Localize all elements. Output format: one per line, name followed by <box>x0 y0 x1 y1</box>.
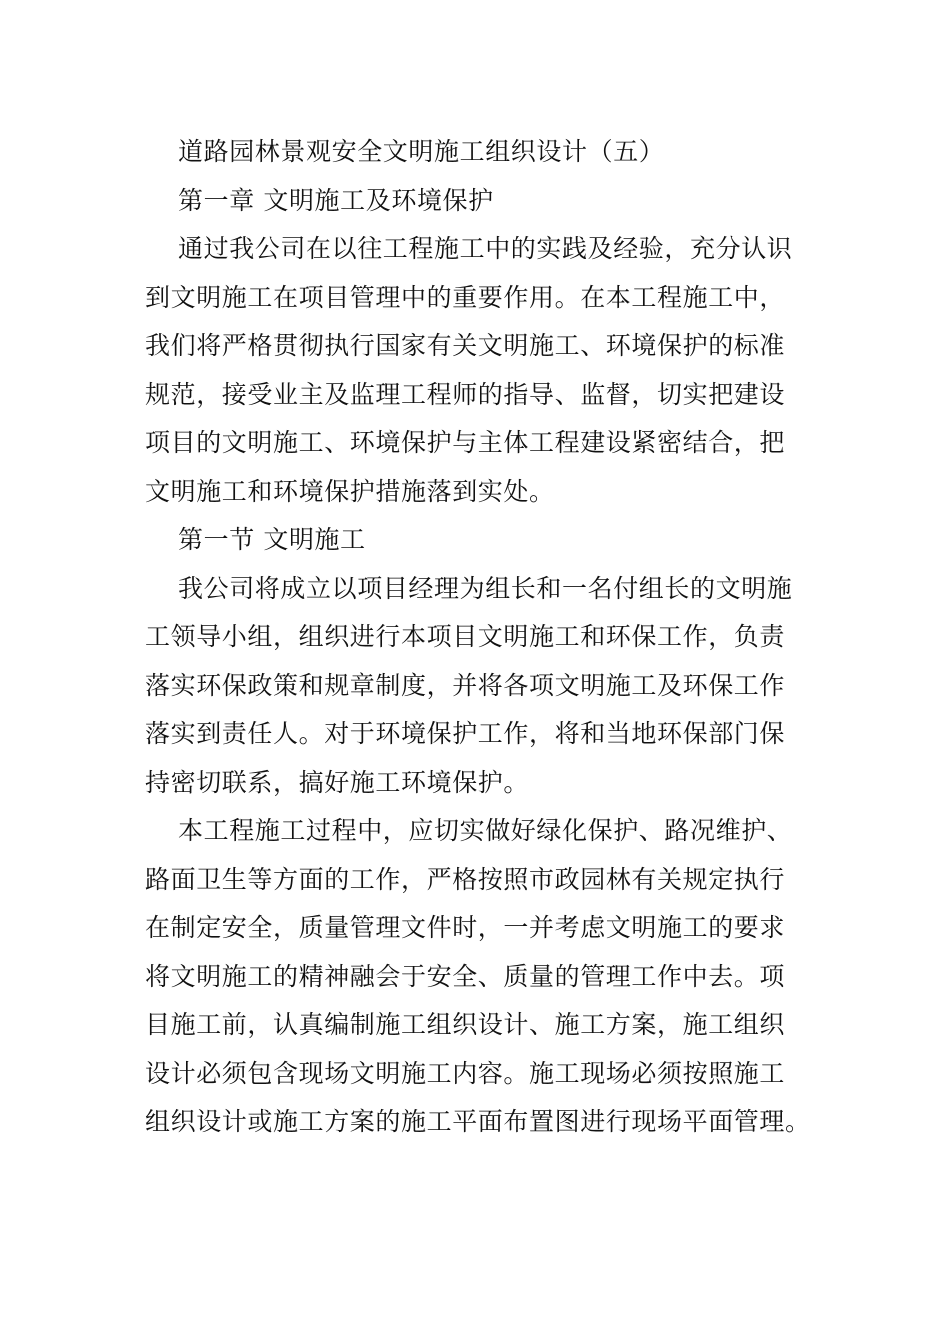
paragraph-3 <box>145 807 811 1147</box>
paragraph-line: 目施工前，认真编制施工组织设计、施工方案，施工组织 <box>145 1010 786 1039</box>
paragraph-line: 持密切联系，搞好施工环境保护。 <box>145 767 530 797</box>
paragraph-line: 文明施工和环境保护措施落到实处。 <box>145 476 555 506</box>
section-heading: 第一节 文明施工 <box>178 525 366 554</box>
paragraph-2 <box>145 565 807 808</box>
paragraph-line: 在制定安全，质量管理文件时，一并考虑文明施工的要求 <box>145 913 786 942</box>
paragraph-line: 路面卫生等方面的工作，严格按照市政园林有关规定执行 <box>145 864 786 894</box>
chapter-heading: 第一章 文明施工及环境保护 <box>178 185 494 215</box>
document-body <box>145 128 811 1147</box>
paragraph-line: 落实环保政策和规章制度，并将各项文明施工及环保工作 <box>145 670 786 700</box>
paragraph-line: 组织设计或施工方案的施工平面布置图进行现场平面管理。 <box>145 1107 811 1136</box>
document-title: 道路园林景观安全文明施工组织设计（五） <box>178 137 665 166</box>
paragraph-line: 项目的文明施工、环境保护与主体工程建设紧密结合，把 <box>145 428 786 457</box>
paragraph-line: 工领导小组，组织进行本项目文明施工和环保工作，负责 <box>145 622 786 651</box>
paragraph-line: 落实到责任人。对于环境保护工作，将和当地环保部门保 <box>145 719 786 748</box>
paragraph-line: 通过我公司在以往工程施工中的实践及经验，充分认识 <box>178 234 793 263</box>
paragraph-line: 到文明施工在项目管理中的重要作用。在本工程施工中， <box>145 282 786 312</box>
paragraph-line: 我公司将成立以项目经理为组长和一名付组长的文明施 <box>178 573 793 603</box>
paragraph-line: 本工程施工过程中，应切实做好绿化保护、路况维护、 <box>178 816 793 845</box>
paragraph-line: 设计必须包含现场文明施工内容。施工现场必须按照施工 <box>145 1058 786 1088</box>
paragraph-line: 将文明施工的精神融会于安全、质量的管理工作中去。项 <box>145 961 786 991</box>
paragraph-line: 我们将严格贯彻执行国家有关文明施工、环境保护的标准 <box>145 331 786 360</box>
paragraph-1 <box>145 225 807 516</box>
paragraph-line: 规范，接受业主及监理工程师的指导、监督，切实把建设 <box>145 379 786 409</box>
